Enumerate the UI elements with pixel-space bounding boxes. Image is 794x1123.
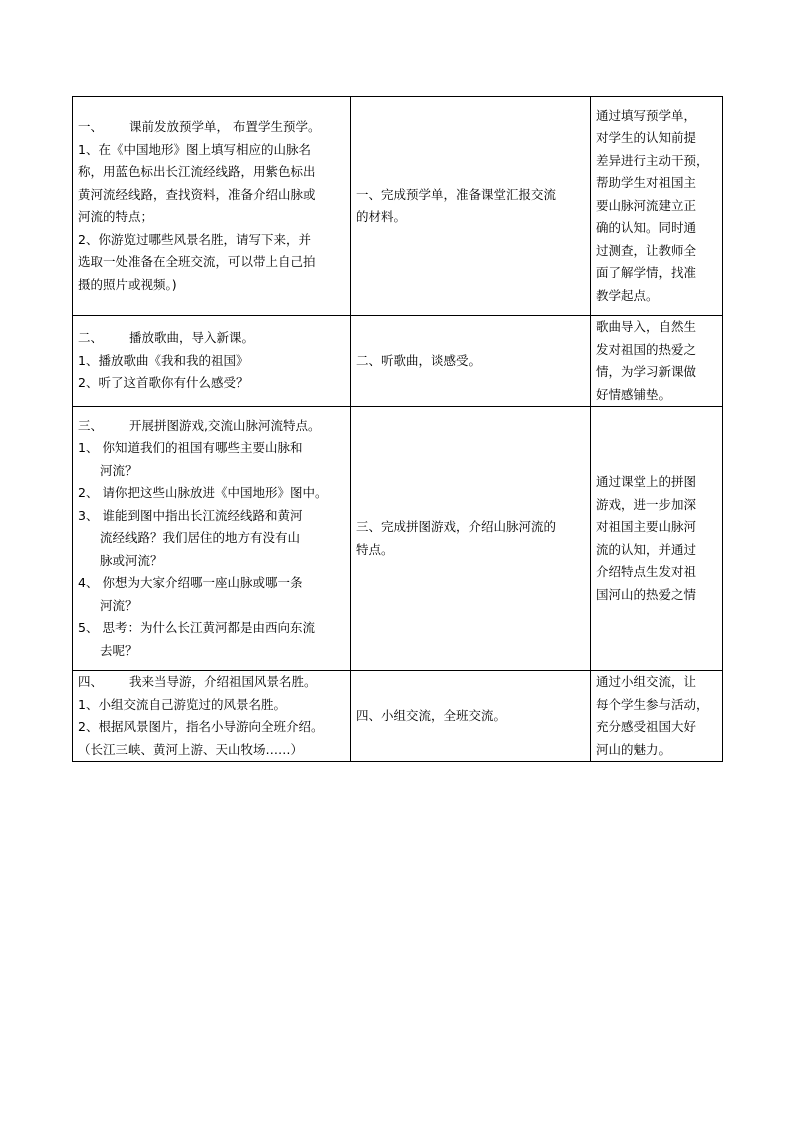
section-heading: [78, 116, 345, 139]
section-heading: [78, 671, 345, 694]
intent-line: 每个学生参与活动，: [596, 696, 709, 712]
activity-line: （长江三峡、黄河上游、天山牧场……）: [78, 741, 304, 757]
design-intent-cell: [591, 671, 723, 762]
intent-line: 流的认知，并通过: [596, 541, 697, 557]
activity-line: 1、小组交流自己游览过的风景名胜。: [78, 696, 286, 712]
student-line: 一、完成预学单，准备课堂汇报交流: [356, 186, 557, 202]
section-title: 我来当导游，介绍祖国风景名胜。: [129, 674, 317, 689]
activity-line: 1、在《中国地形》图上填写相应的山脉名: [78, 141, 311, 157]
student-line: 三、完成拼图游戏，介绍山脉河流的: [356, 519, 557, 534]
section-title: 课前发放预学单， 布置学生预学。: [129, 119, 321, 134]
item-continuation: 脉或河流？: [100, 552, 163, 568]
item-number: 2、: [78, 485, 99, 501]
table-row: [73, 316, 723, 407]
intent-line: 发对祖国的热爱之: [596, 341, 697, 357]
activity-line: 摄的照片或视频。): [78, 276, 177, 292]
section-title: 播放歌曲，导入新课。: [129, 330, 255, 346]
activity-line: 2、听了这首歌你有什么感受？: [78, 375, 249, 391]
section-heading: [78, 327, 345, 350]
teacher-activity-cell: [73, 316, 351, 407]
numbered-item: [78, 617, 345, 640]
item-number: 3、: [78, 507, 99, 523]
item-continuation: 去呢？: [100, 642, 138, 658]
activity-line: 选取一处准备在全班交流，可以带上自己拍: [78, 254, 316, 269]
intent-line: 过测查，让教师全: [596, 242, 697, 258]
item-text: 谁能到图中指出长江流经线路和黄河: [102, 507, 303, 523]
intent-line: 确的认知。同时通: [596, 220, 697, 236]
intent-line: 情，为学习新课做: [596, 364, 697, 379]
intent-line: 对祖国主要山脉河: [596, 519, 697, 534]
student-line: 二、听歌曲，谈感受。: [356, 352, 482, 368]
intent-line: 教学起点。: [596, 287, 659, 303]
student-line: 特点。: [356, 541, 394, 557]
section-number: 一、: [78, 119, 104, 134]
intent-line: 差异进行主动干预，: [596, 152, 709, 168]
activity-line: 黄河流经线路，查找资料，准备介绍山脉或: [78, 186, 316, 202]
intent-line: 好情感铺垫。: [596, 386, 672, 402]
activity-line: 1、播放歌曲《我和我的祖国》: [78, 352, 249, 368]
item-continuation: 河流？: [100, 462, 138, 478]
table-row: [73, 407, 723, 671]
numbered-item: [78, 482, 345, 505]
item-continuation: 河流？: [100, 597, 138, 613]
activity-line: 称，用蓝色标出长江流经线路，用紫色标出: [78, 164, 316, 179]
table-row: [73, 97, 723, 316]
numbered-item: [78, 505, 345, 528]
design-intent-cell: [591, 316, 723, 407]
intent-line: 帮助学生对祖国主: [596, 175, 697, 191]
table-row: [73, 671, 723, 762]
intent-line: 介绍特点生发对祖: [596, 564, 697, 579]
intent-line: 河山的魅力。: [596, 741, 672, 757]
lesson-plan-table: [72, 96, 723, 762]
student-line: 的材料。: [356, 209, 407, 224]
teacher-activity-cell: [73, 671, 351, 762]
item-text: 思考：为什么长江黄河都是由西向东流: [102, 620, 315, 636]
design-intent-cell: [591, 407, 723, 671]
activity-line: 2、你游览过哪些风景名胜，请写下来，并: [78, 231, 311, 247]
intent-line: 通过课堂上的拼图: [596, 474, 697, 489]
intent-line: 国河山的热爱之情: [596, 586, 697, 602]
intent-line: 歌曲导入，自然生: [596, 319, 697, 334]
section-heading: [78, 415, 345, 438]
section-number: 二、: [78, 330, 104, 346]
section-title: 开展拼图游戏,交流山脉河流特点。: [129, 417, 321, 433]
activity-line: 2、根据风景图片，指名小导游向全班介绍。: [78, 719, 324, 734]
intent-line: 面了解学情，找准: [596, 265, 697, 281]
section-number: 四、: [78, 674, 104, 689]
section-number: 三、: [78, 417, 104, 433]
teacher-activity-cell: [73, 407, 351, 671]
activity-line: 河流的特点；: [78, 209, 154, 224]
numbered-item: [78, 572, 345, 595]
student-activity-cell: [351, 316, 591, 407]
item-number: 1、: [78, 440, 99, 456]
item-text: 请你把这些山脉放进《中国地形》图中。: [102, 485, 328, 501]
intent-line: 要山脉河流建立正: [596, 197, 697, 213]
intent-line: 对学生的认知前提: [596, 130, 697, 146]
intent-line: 充分感受祖国大好: [596, 719, 697, 734]
student-line: 四、小组交流，全班交流。: [356, 707, 507, 723]
student-activity-cell: [351, 671, 591, 762]
item-number: 4、: [78, 575, 99, 591]
intent-line: 通过小组交流，让: [596, 674, 697, 689]
intent-line: 游戏，进一步加深: [596, 496, 697, 512]
intent-line: 通过填写预学单，: [596, 107, 697, 123]
numbered-item: [78, 437, 345, 460]
teacher-activity-cell: [73, 97, 351, 316]
student-activity-cell: [351, 97, 591, 316]
item-text: 你想为大家介绍哪一座山脉或哪一条: [102, 575, 303, 591]
item-number: 5、: [78, 620, 99, 636]
item-text: 你知道我们的祖国有哪些主要山脉和: [102, 440, 303, 456]
item-continuation: 流经线路？我们居住的地方有没有山: [100, 530, 301, 546]
design-intent-cell: [591, 97, 723, 316]
student-activity-cell: [351, 407, 591, 671]
